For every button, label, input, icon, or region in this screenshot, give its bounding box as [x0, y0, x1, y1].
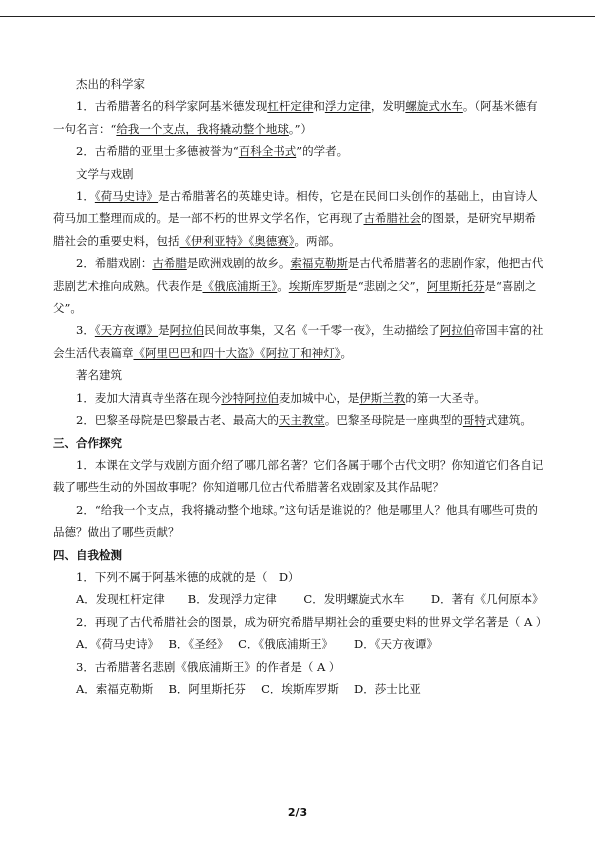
- section-heading-selftest: 四、自我检测: [53, 547, 122, 562]
- section-heading-scientists: 杰出的科学家: [76, 77, 145, 91]
- cooperation-question-1: 1．本课在文学与戏剧方面介绍了哪几部名著？它们各属于哪个古代文明？你知道它们各自记载了哪些生动的外国故事呢？你知道哪几位古代希腊著名戏剧家及其作品呢？: [53, 457, 544, 495]
- selftest-question-3-options: A．索福克勒斯 B．阿里斯托芬 C．埃斯库罗斯 D．莎士比亚: [76, 681, 421, 696]
- selftest-question-2: 2．再现了古代希腊社会的图景，成为研究希腊早期社会的重要史料的世界文学名著是（ A ）: [76, 614, 548, 629]
- scientists-item-1: 1．古希腊著名的科学家阿基米德发现杠杆定律和浮力定律，发明螺旋式水车。（阿基米德有一句名言：“给我一个支点，我将撬动整个地球。”）: [53, 99, 538, 136]
- selftest-question-1-options: A．发现杠杆定律 B．发现浮力定律 C．发明螺旋式水车 D．著有《几何原本》: [76, 592, 544, 607]
- document-body: [53, 73, 548, 700]
- literature-item-1: 1．《荷马史诗》是古希腊著名的英雄史诗。相传，它是在民间口头创作的基础上，由盲诗人荷马加工整理而成的。是一部不朽的世界文学名作，它再现了古希腊社会的图景，是研究早期希腊社会的重要史料，包括《伊利亚特》《奥德赛》。两部。: [53, 189, 538, 248]
- selftest-question-1: 1．下列不属于阿基米德的成就的是（ D）: [76, 569, 300, 584]
- literature-item-2: 2．希腊戏剧：古希腊是欧洲戏剧的故乡。索福克勒斯是古代希腊著名的悲剧作家，他把古代悲剧艺术推向成熟。代表作是《俄底浦斯王》。埃斯库罗斯是“悲剧之父”，阿里斯托芬是“喜剧之父”。: [53, 256, 544, 316]
- literature-item-3: 3．《天方夜谭》是阿拉伯民间故事集，又名《一千零一夜》，生动描绘了阿拉伯帝国丰富的社会生活代表篇章《阿里巴巴和四十大盗》《阿拉丁和神灯》。: [53, 323, 544, 360]
- section-heading-cooperation: 三、合作探究: [53, 435, 122, 450]
- architecture-item-1: 1．麦加大清真寺坐落在现今沙特阿拉伯麦加城中心，是伊斯兰教的第一大圣寺。: [76, 390, 486, 405]
- page-number: 2/3: [287, 806, 308, 819]
- section-heading-literature: 文学与戏剧: [76, 166, 134, 181]
- selftest-question-2-options: A．《荷马史诗》 B．《圣经》 C．《俄底浦斯王》 D．《天方夜谭》: [76, 637, 438, 652]
- header-rule: [0, 16, 595, 17]
- architecture-item-2: 2．巴黎圣母院是巴黎最古老、最高大的天主教堂。巴黎圣母院是一座典型的哥特式建筑。: [76, 413, 532, 428]
- section-heading-architecture: 著名建筑: [76, 368, 122, 383]
- cooperation-question-2: 2．“给我一个支点，我将撬动整个地球。”这句话是谁说的？他是哪里人？他具有哪些可贵的品德？做出了哪些贡献？: [53, 502, 538, 540]
- selftest-question-3: 3．古希腊著名悲剧《俄底浦斯王》的作者是（ A ）: [76, 659, 341, 674]
- scientists-item-2: 2．古希腊的亚里士多德被誉为“百科全书式”的学者。: [76, 144, 349, 159]
